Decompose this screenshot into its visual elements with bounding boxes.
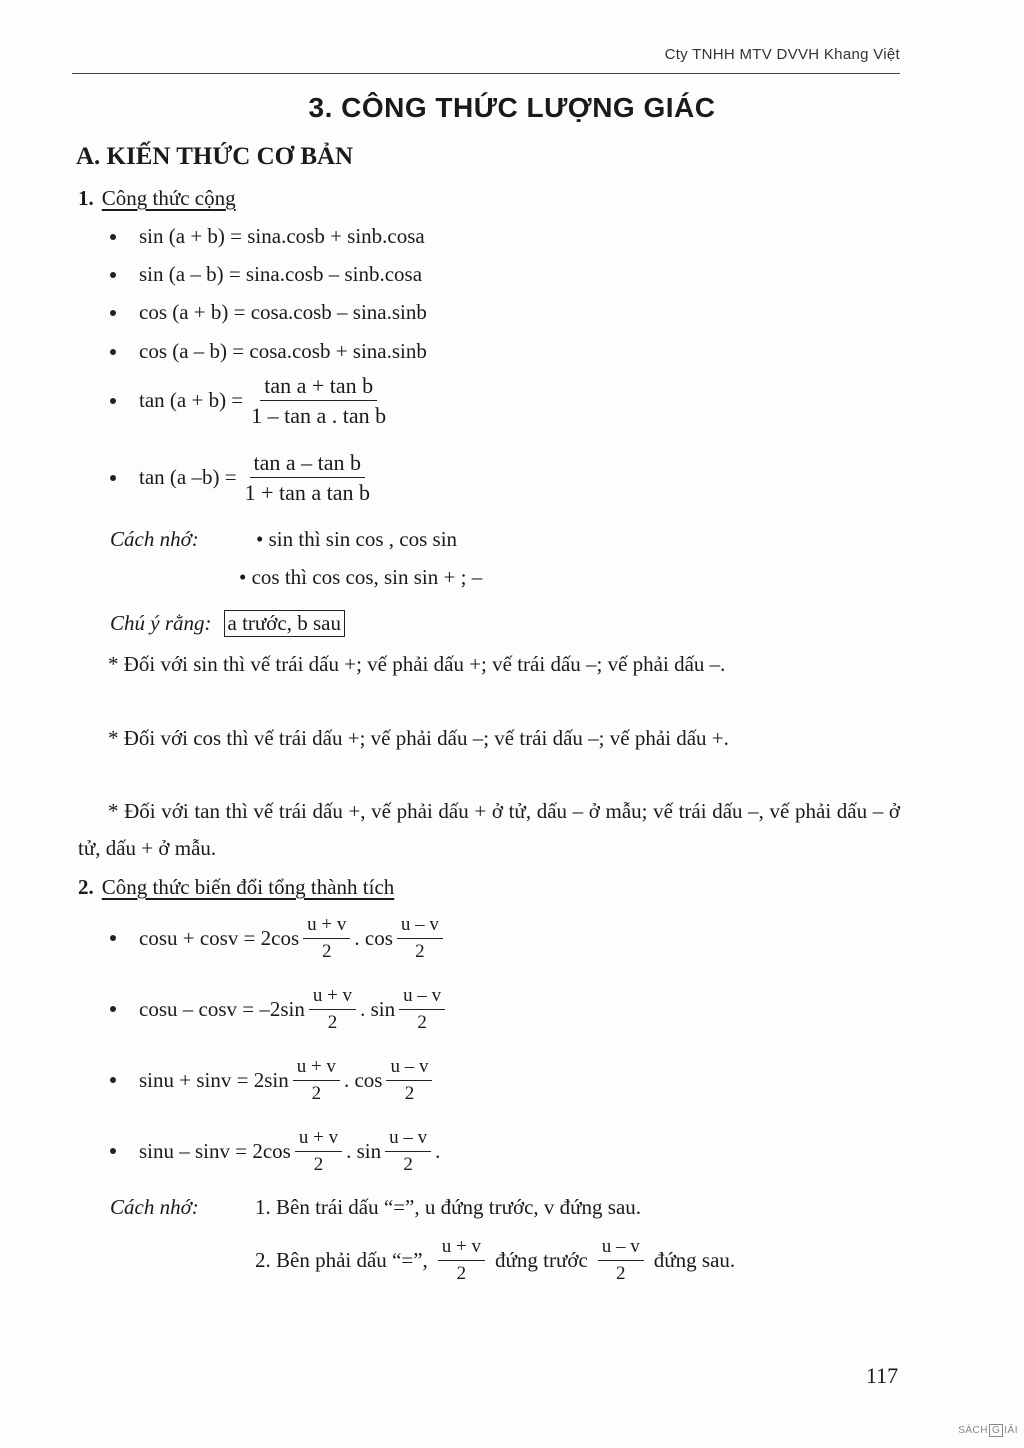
bullet-icon [110, 475, 116, 481]
note-line [110, 610, 345, 637]
memo-1-line-2: • cos thì cos cos, sin sin + ; – [239, 565, 483, 589]
bullet-icon [110, 310, 116, 316]
watermark-logo: SÁCH G IẢI [958, 1425, 1018, 1436]
subsection-2-number: 2. [78, 875, 94, 899]
bullet-icon [110, 234, 116, 240]
memo-1-label: Cách nhớ: [110, 527, 199, 551]
bullet-icon [110, 1148, 116, 1154]
subsection-2-heading [78, 875, 394, 900]
formula-sin-plus-sin: sinu + sinv = 2sin $\frac{u + v}{2}$ . cos $\frac{u - v}{2}$ [110, 1056, 436, 1105]
memo-2-label: Cách nhớ: [110, 1195, 199, 1219]
tan-diff-fraction: $\frac{\text{tan a – tan b}}{\text{1 + tan a tan b}}$ [244, 450, 370, 506]
subsection-2-label: Công thức biến đổi tổng thành tích [101, 875, 395, 899]
bullet-icon [110, 1006, 116, 1012]
memo-1-line-1: Cách nhớ: • sin thì sin cos , cos sin [110, 527, 458, 551]
tan-sum-fraction: $\frac{\text{tan a + tan b}}{\text{1 – tan a . tan b}}$ [251, 373, 387, 429]
formula-sin-sum: sin (a + b) = sina.cosb + sinb.cosa [110, 224, 425, 249]
note-boxed-text: a trước, b sau [224, 610, 345, 637]
formula-sin-diff: sin (a – b) = sina.cosb – sinb.cosa [110, 262, 422, 287]
formula-cos-diff: cos (a – b) = cosa.cosb + sina.sinb [110, 339, 427, 364]
formula-sin-minus-sin: sinu – sinv = 2cos $\frac{u + v}{2}$ . sin $\frac{u - v}{2}$ . [110, 1127, 440, 1176]
paragraph-cos-rule: * Đối với cos thì vế trái dấu +; vế phải dấu –; vế trái dấu –; vế phải dấu +. [108, 726, 729, 750]
bullet-icon [110, 935, 116, 941]
bullet-icon [110, 272, 116, 278]
subsection-1-heading [78, 186, 236, 211]
section-heading-a: A. KIẾN THỨC CƠ BẢN [76, 143, 354, 170]
formula-cos-minus-cos: cosu – cosv = –2sin $\frac{u + v}{2}$ . sin $\frac{u - v}{2}$ [110, 985, 449, 1034]
page-title: 3. CÔNG THỨC LƯỢNG GIÁC [308, 92, 716, 123]
bullet-icon [110, 1077, 116, 1083]
subsection-1-number: 1. [78, 186, 94, 210]
note-label: Chú ý rằng: [110, 611, 212, 635]
publisher-header: Cty TNHH MTV DVVH Khang Việt [664, 46, 900, 63]
page-number: 117 [866, 1363, 899, 1388]
subsection-1-label: Công thức cộng [101, 186, 236, 210]
paragraph-sin-rule: * Đối với sin thì vế trái dấu +; vế phải dấu +; vế trái dấu –; vế phải dấu –. [108, 652, 726, 676]
header-rule [72, 73, 900, 74]
bullet-icon [110, 398, 116, 404]
memo-2-line-2: 2. Bên phải dấu “=”, $\frac{u + v}{2}$ đứng trước $\frac{u - v}{2}$ đứng sau. [255, 1236, 736, 1284]
formula-cos-plus-cos: cosu + cosv = 2cos $\frac{u + v}{2}$ . cos $\frac{u - v}{2}$ [110, 914, 447, 963]
paragraph-tan-rule: * Đối với tan thì vế trái dấu +, vế phải dấu + ở tử, dấu – ở mẫu; vế trái dấu –, vế phải dấu – ở tử, dấu + ở mẫu. [78, 799, 900, 860]
memo-2-line-1: Cách nhớ: 1. Bên trái dấu “=”, u đứng trước, v đứng sau. [110, 1195, 642, 1219]
bullet-icon [110, 349, 116, 355]
formula-tan-diff: tan (a –b) = $\frac{\text{tan a – tan b}}{\text{1 + tan a tan b}}$ [110, 450, 378, 506]
formula-cos-sum: cos (a + b) = cosa.cosb – sina.sinb [110, 300, 427, 325]
formula-tan-sum: tan (a + b) = $\frac{\text{tan a + tan b}}{\text{1 – tan a . tan b}}$ [110, 373, 394, 429]
